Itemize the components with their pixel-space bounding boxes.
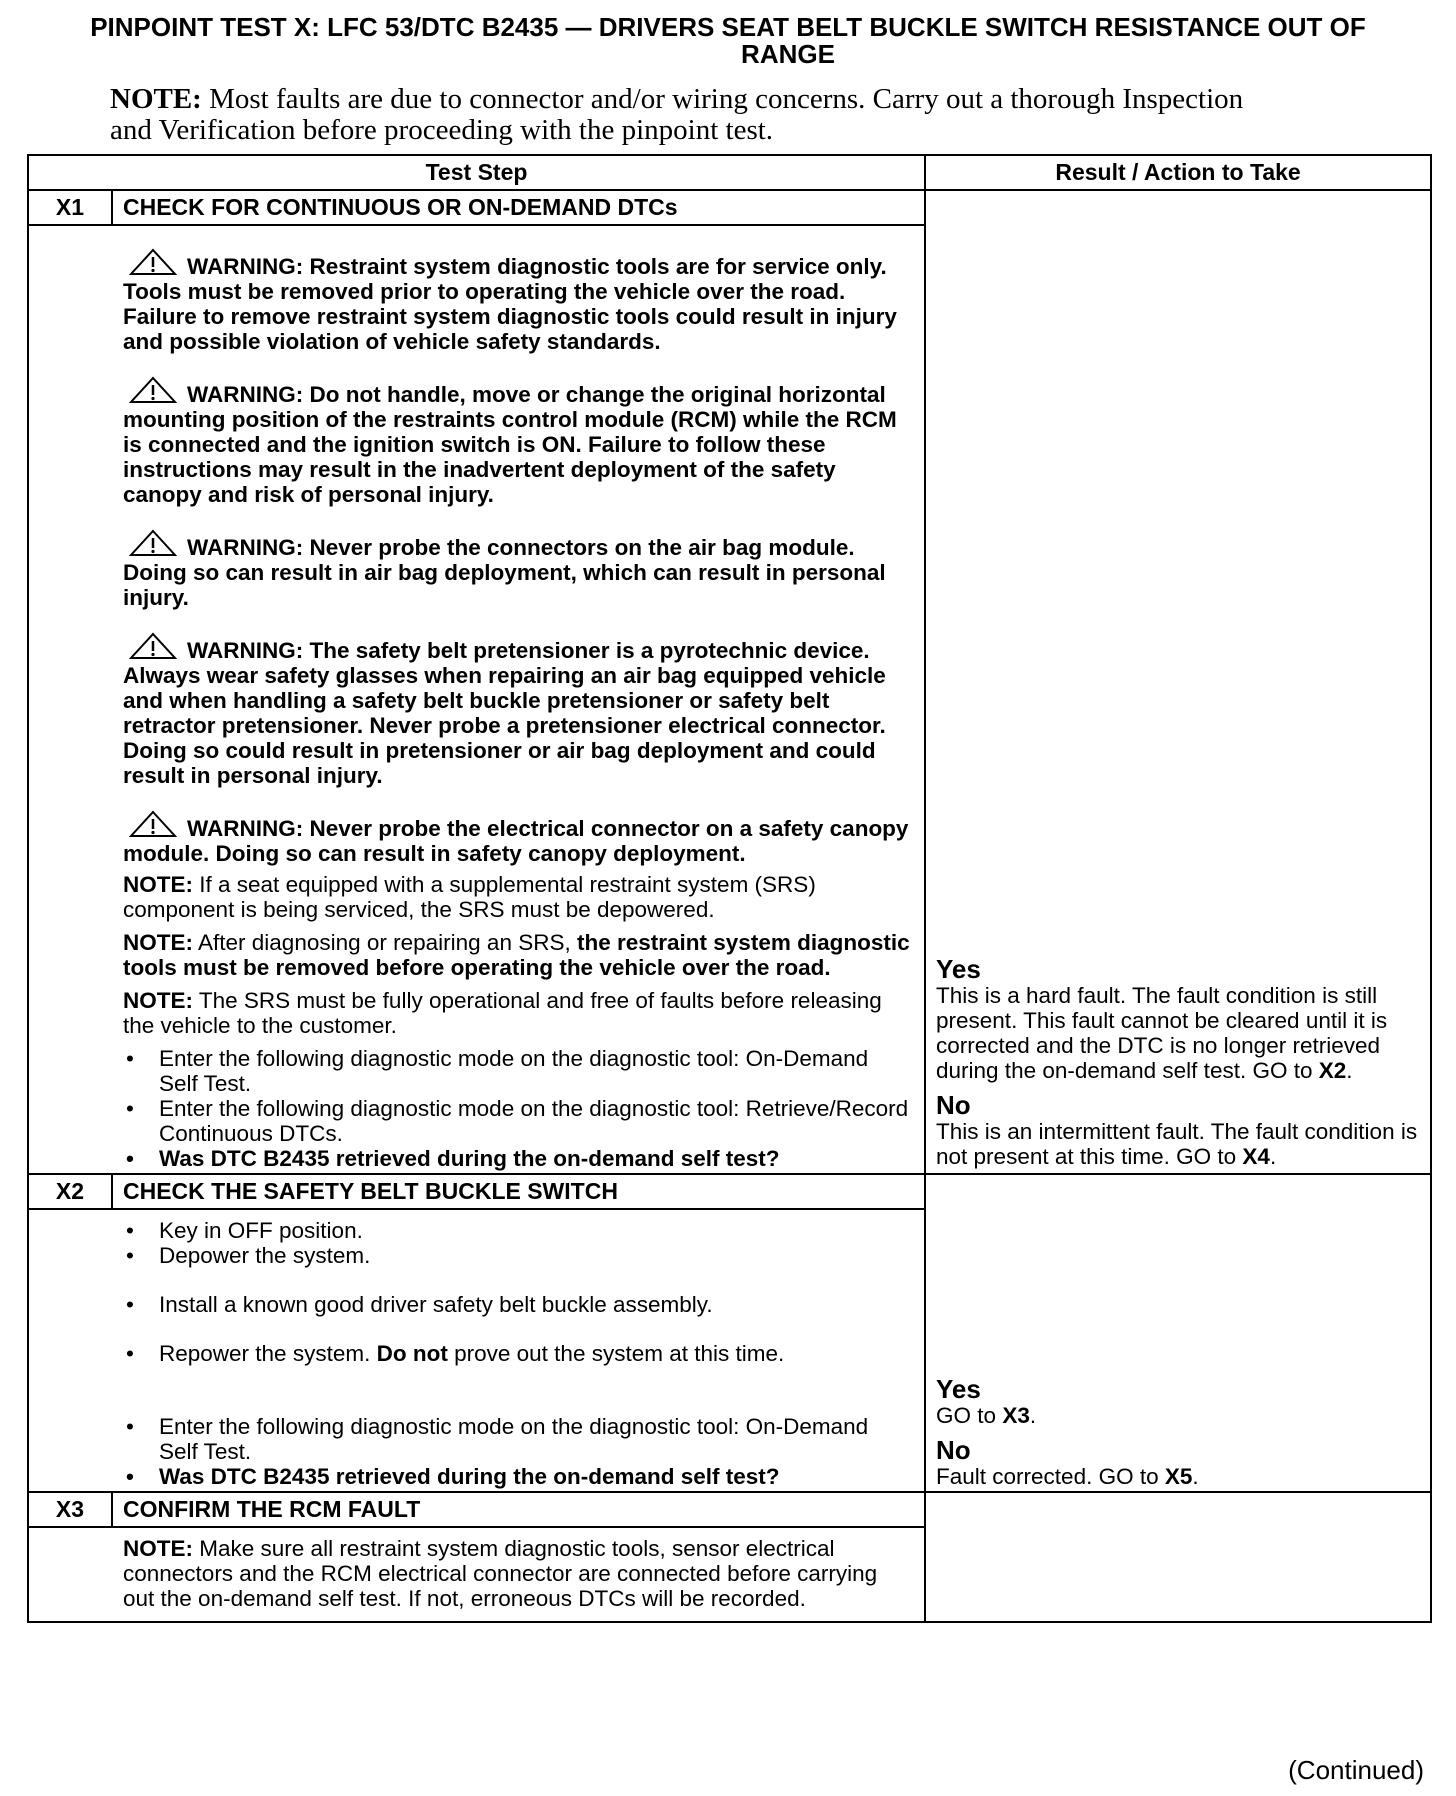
warning-block: WARNING: Do not handle, move or change the original horizontal mounting position of the restraints control module (RCM) while the RCM is connected and the ignition switch is ON. Failure to follow these instructions may result in the inadvertent deployment of the safety canopy and risk of personal injury.: [123, 376, 912, 507]
result-no-text: This is an intermittent fault. The fault condition is not present at this time. GO to X4.: [936, 1119, 1418, 1169]
step-heading: CONFIRM THE RCM FAULT: [112, 1492, 925, 1527]
step-id: X1: [28, 190, 112, 225]
goto-link[interactable]: X2: [1318, 1058, 1347, 1083]
list-item: • Enter the following diagnostic mode on the diagnostic tool: On-Demand Self Test.: [123, 1414, 912, 1464]
step-x3-body: [28, 1527, 925, 1622]
warning-block: WARNING: Restraint system diagnostic tools are for service only. Tools must be removed prior to operating the vehicle over the road. Failure to remove restraint system diagnostic tools could result in injury and possible violation of vehicle safety standards.: [29, 248, 912, 354]
step-question: • Was DTC B2435 retrieved during the on-demand self test?: [123, 1146, 912, 1171]
title-line-1: PINPOINT TEST X: LFC 53/DTC B2435 — DRIVERS SEAT BELT BUCKLE SWITCH RESISTANCE OUT OF: [90, 12, 1366, 42]
warning-triangle-icon: [129, 376, 177, 404]
step-x2-body: [28, 1209, 925, 1492]
step-id: X2: [28, 1174, 112, 1209]
result-no-label: No: [936, 1090, 971, 1120]
continued-label: (Continued): [1288, 1755, 1424, 1785]
step-x2-instructions-2: [123, 1292, 912, 1317]
table-header-row: [28, 155, 1431, 190]
step-x1-heading-row: [28, 190, 1431, 225]
step-question: • Was DTC B2435 retrieved during the on-demand self test?: [123, 1464, 912, 1489]
step-x2-instructions: [123, 1218, 912, 1268]
step-x1-result: [925, 190, 1431, 1174]
note-connectors: NOTE: Make sure all restraint system diagnostic tools, sensor electrical connectors and the RCM electrical connector are connected before carrying out the on-demand self test. If not, erroneous DTCs will be recorded.: [123, 1536, 878, 1611]
warning-block: WARNING: The safety belt pretensioner is a pyrotechnic device. Always wear safety glasses when repairing an air bag equipped vehicle and when handling a safety belt buckle pretensioner or safety belt retractor pretensioner. Never probe a pretensioner electrical connector. Doing so could result in pretensioner or air bag deployment and could result in personal injury.: [123, 632, 912, 788]
list-item: • Enter the following diagnostic mode on the diagnostic tool: Retrieve/Record Continuous DTCs.: [123, 1096, 912, 1146]
intro-note-text: Most faults are due to connector and/or wiring concerns. Carry out a thorough Inspection and Verification before proceeding with the pinpoint test.: [110, 83, 1244, 146]
step-x3-result: [925, 1492, 1431, 1622]
result-yes-text: GO to X3.: [936, 1403, 1037, 1428]
step-x1-instructions: [123, 1046, 912, 1171]
result-yes-text: This is a hard fault. The fault condition is still present. This fault cannot be cleared until it is corrected and the DTC is no longer retrieved during the on-demand self test. GO to X2.: [936, 983, 1388, 1083]
step-x2-heading-row: [28, 1174, 1431, 1209]
step-x2-result: [925, 1174, 1431, 1492]
warning-block: WARNING: Never probe the electrical connector on a safety canopy module. Doing so can result in safety canopy deployment.: [123, 810, 912, 866]
step-x1-body: [28, 225, 925, 1174]
list-item: • Repower the system. Do not prove out the system at this time.: [123, 1341, 912, 1366]
step-id: X3: [28, 1492, 112, 1527]
intro-note-label: NOTE:: [110, 83, 202, 115]
list-item: • Key in OFF position.: [123, 1218, 912, 1243]
step-heading: CHECK FOR CONTINUOUS OR ON-DEMAND DTCs: [112, 190, 925, 225]
warning-triangle-icon: [129, 529, 177, 557]
result-no-label: No: [936, 1435, 971, 1465]
goto-link[interactable]: X4: [1242, 1144, 1270, 1169]
result-yes-label: Yes: [936, 954, 981, 984]
result-yes-label: Yes: [936, 1374, 981, 1404]
title-line-2: RANGE: [741, 39, 835, 69]
pinpoint-test-table: [27, 154, 1432, 1623]
note-srs-operational: NOTE: The SRS must be fully operational and free of faults before releasing the vehicle to the customer.: [123, 988, 882, 1038]
goto-link[interactable]: X3: [1002, 1403, 1030, 1428]
note-remove-tools: NOTE: After diagnosing or repairing an SRS, the restraint system diagnostic tools must be removed before operating the vehicle over the road.: [123, 930, 910, 980]
list-item: • Depower the system.: [123, 1243, 912, 1268]
step-x3-heading-row: [28, 1492, 1431, 1527]
step-x2-instructions-3: [123, 1341, 912, 1366]
result-no-text: Fault corrected. GO to X5.: [936, 1464, 1199, 1489]
intro-note: [110, 84, 1270, 146]
warning-triangle-icon: [129, 810, 177, 838]
warning-triangle-icon: [129, 248, 177, 276]
list-item: • Enter the following diagnostic mode on the diagnostic tool: On-Demand Self Test.: [123, 1046, 912, 1096]
note-depower: NOTE: If a seat equipped with a supplemental restraint system (SRS) component is being serviced, the SRS must be depowered.: [123, 872, 816, 922]
page-title: [0, 14, 1456, 68]
warning-block: WARNING: Never probe the connectors on the air bag module. Doing so can result in air bag deployment, which can result in personal injury.: [123, 529, 912, 610]
list-item: • Install a known good driver safety belt buckle assembly.: [123, 1292, 912, 1317]
header-test-step: Test Step: [28, 155, 925, 190]
header-result-action: Result / Action to Take: [925, 155, 1431, 190]
goto-link[interactable]: X5: [1164, 1464, 1193, 1489]
warning-triangle-icon: [129, 632, 177, 660]
step-heading: CHECK THE SAFETY BELT BUCKLE SWITCH: [112, 1174, 925, 1209]
step-x2-instructions-4: [123, 1414, 912, 1489]
